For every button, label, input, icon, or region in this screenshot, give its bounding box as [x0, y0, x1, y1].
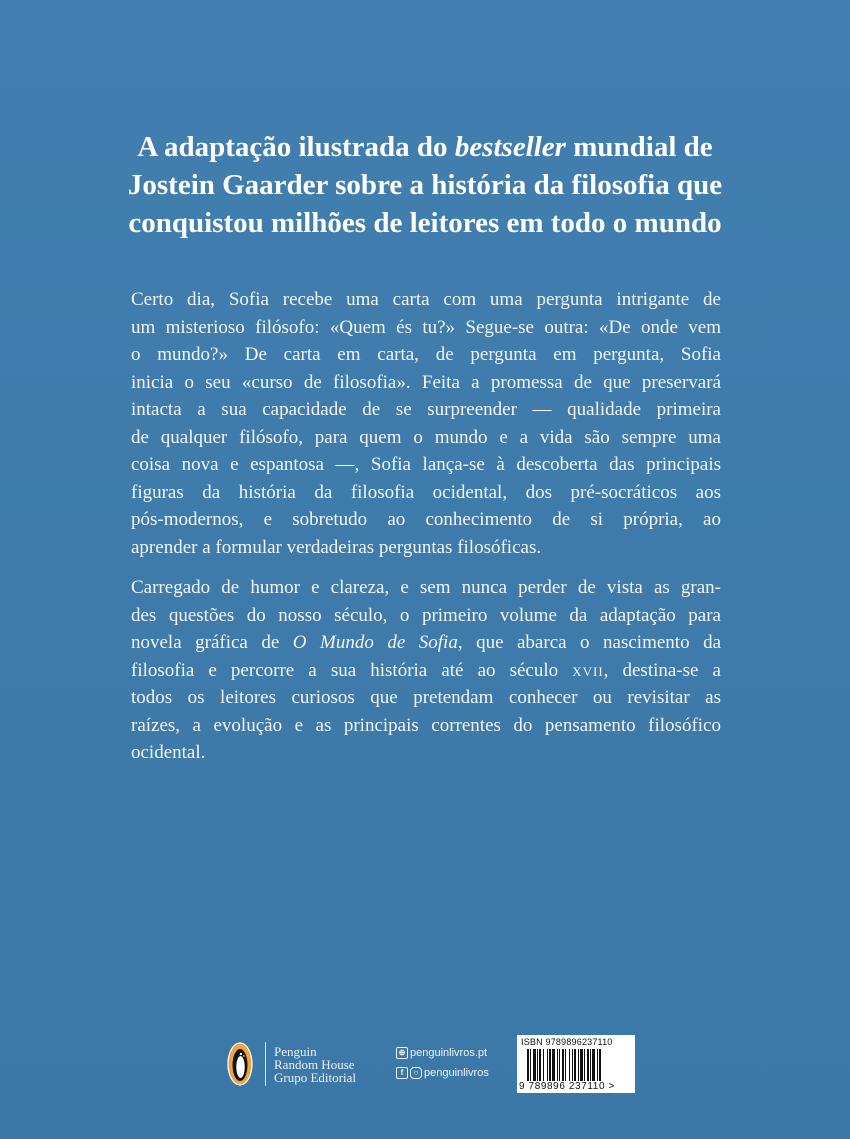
century-numeral: xvii	[572, 659, 604, 681]
paragraph-line: inicia o seu «curso de filosofia». Feita a promessa de que preservará	[131, 371, 721, 393]
barcode-digits: 9 789896 237110 >	[519, 1081, 615, 1092]
publisher-name: Penguin Random House Grupo Editorial	[274, 1043, 356, 1085]
isbn-label: ISBN 9789896237110	[521, 1037, 613, 1047]
isbn-barcode	[517, 1035, 635, 1093]
paragraph-line: aprender a formular verdadeiras perguntas filosóficas.	[131, 536, 542, 558]
synopsis	[131, 286, 721, 780]
facebook-icon: f	[396, 1067, 408, 1079]
headline-line-3: conquistou milhões de leitores em todo o mundo	[128, 207, 722, 239]
paragraph-line: ocidental.	[131, 742, 206, 763]
publisher-logo	[227, 1040, 356, 1088]
publisher-links	[396, 1043, 489, 1083]
globe-icon: ⊕	[396, 1047, 408, 1059]
website-link[interactable]: ⊕ penguinlivros.pt	[396, 1043, 489, 1063]
headline	[80, 128, 770, 242]
headline-italic-word: bestseller	[454, 131, 566, 163]
paragraph-line: Certo dia, Sofia recebe uma carta com uma pergunta intrigante de	[131, 289, 721, 310]
synopsis-paragraph-1	[131, 286, 721, 561]
penguin-logo-icon	[227, 1042, 253, 1086]
publisher-divider	[265, 1042, 266, 1086]
paragraph-line: raízes, a evolução e as principais correntes do pensamento filosófico	[131, 714, 721, 736]
paragraph-line: o mundo?» De carta em carta, de pergunta em pergunta, Sofia	[131, 344, 721, 365]
book-title-italic: O Mundo de Sofia	[292, 632, 458, 653]
barcode-bars-icon	[527, 1049, 625, 1081]
paragraph-line: um misterioso filósofo: «Quem és tu?» Segue-se outra: «De onde vem	[131, 316, 721, 338]
synopsis-paragraph-2	[131, 574, 721, 767]
headline-line-1: A adaptação ilustrada do bestseller mundial de	[137, 131, 713, 163]
paragraph-line: de qualquer filósofo, para quem o mundo e a vida são sempre uma	[131, 426, 721, 448]
paragraph-line: Carregado de humor e clareza, e sem nunca perder de vista as gran-	[131, 577, 721, 598]
paragraph-line: filosofia e percorre a sua história até ao século xvii, destina-se a	[131, 659, 721, 681]
paragraph-line: des questões do nosso século, o primeiro volume da adaptação para	[131, 604, 721, 626]
headline-line-2: Jostein Gaarder sobre a história da filosofia que	[127, 169, 723, 201]
social-handle[interactable]: f ○ penguinlivros	[396, 1063, 489, 1083]
paragraph-line: pós-modernos, e sobretudo ao conhecimento de si própria, ao	[131, 509, 721, 530]
paragraph-line: novela gráfica de O Mundo de Sofia, que abarca o nascimento da	[131, 632, 721, 653]
instagram-icon: ○	[410, 1067, 422, 1079]
paragraph-line: intacta a sua capacidade de se surpreender — qualidade primeira	[131, 399, 721, 420]
paragraph-line: todos os leitores curiosos que pretendam conhecer ou revisitar as	[131, 687, 721, 708]
paragraph-line: coisa nova e espantosa —, Sofia lança-se à descoberta das principais	[131, 454, 721, 475]
paragraph-line: figuras da história da filosofia ocidental, dos pré-socráticos aos	[131, 481, 721, 503]
